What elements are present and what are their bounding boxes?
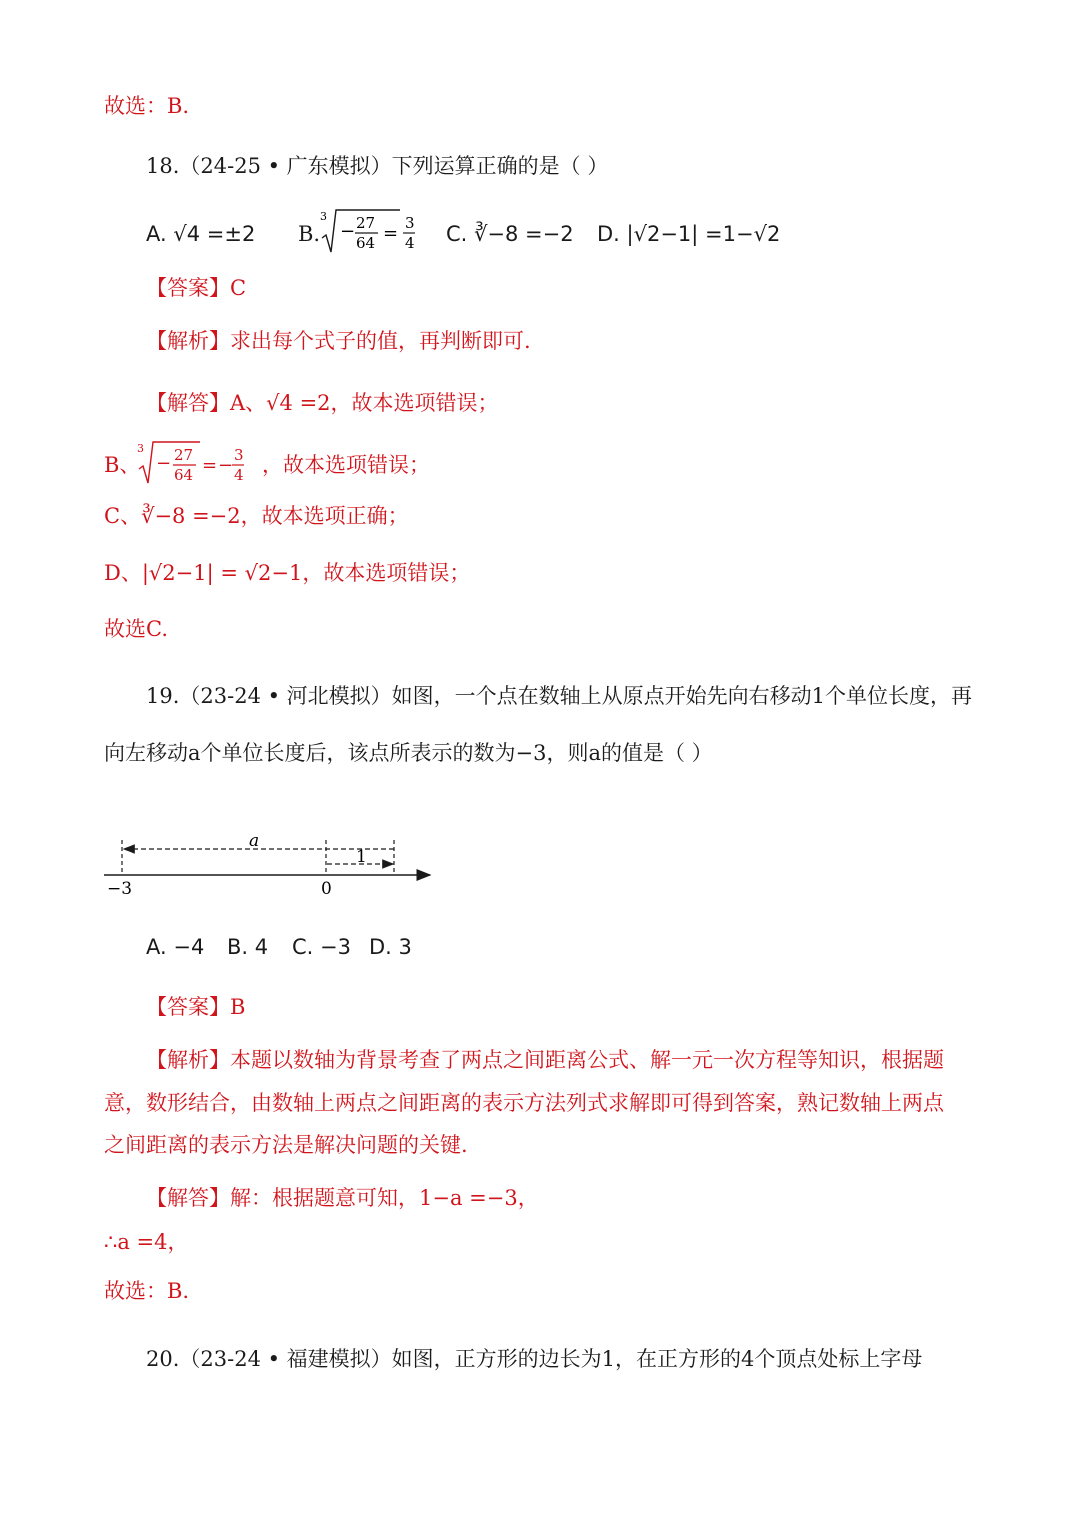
svg-text:3: 3 [137, 442, 144, 455]
q19-stem-line2: 向左移动a个单位长度后，该点所表示的数为−3，则a的值是（ ） [104, 741, 713, 765]
q18-analysis: 【解析】求出每个式子的值，再判断即可. [146, 329, 531, 353]
svg-text:−: − [340, 221, 356, 242]
q18-solution-d: D、|√2−1| = √2−1，故本选项错误； [104, 561, 471, 585]
q18-option-b-math [316, 204, 420, 258]
svg-text:3: 3 [405, 214, 415, 232]
q18-stem: 18.（24-25 • 广东模拟）下列运算正确的是（ ） [146, 154, 609, 178]
q19-option-c: C. −3 [292, 935, 351, 959]
q18-solution-b-math [134, 436, 264, 488]
svg-text:3: 3 [234, 446, 244, 464]
q18-solution-b-tail: ，故本选项错误； [262, 453, 430, 477]
q19-option-b: B. 4 [227, 935, 269, 959]
svg-text:=: = [202, 455, 218, 476]
svg-text:−: − [218, 455, 234, 476]
q18-solution-b-label: B、 [104, 453, 141, 477]
q18-conclusion: 故选C. [104, 617, 168, 641]
svg-text:4: 4 [405, 234, 415, 252]
q19-stem-line1: 19.（23-24 • 河北模拟）如图，一个点在数轴上从原点开始先向右移动1个单位长度，再 [146, 684, 973, 708]
svg-text:27: 27 [174, 446, 194, 464]
q18-solution-c: C、∛−8 =−2，故本选项正确； [104, 504, 409, 528]
svg-text:64: 64 [174, 466, 194, 484]
svg-text:−: − [156, 453, 172, 474]
svg-text:4: 4 [234, 466, 244, 484]
q19-answer: 【答案】B [146, 995, 246, 1019]
tick-label-0: 0 [321, 879, 332, 899]
tick-label-neg3: −3 [107, 879, 133, 899]
svg-text:=: = [383, 223, 399, 244]
q19-analysis-line3: 之间距离的表示方法是解决问题的关键. [104, 1133, 468, 1157]
q19-solution-line1: 【解答】解：根据题意可知，1−a =−3， [146, 1186, 539, 1210]
label-a: a [249, 831, 260, 851]
q19-analysis-line1: 【解析】本题以数轴为背景考查了两点之间距离公式、解一元一次方程等知识，根据题 [146, 1048, 944, 1072]
q17-conclusion: 故选：B. [104, 94, 190, 118]
q19-number-line-figure [104, 826, 440, 900]
q19-option-d: D. 3 [369, 935, 412, 959]
q19-conclusion: 故选：B. [104, 1279, 190, 1303]
svg-text:3: 3 [320, 210, 327, 223]
svg-text:64: 64 [356, 234, 376, 252]
q18-option-b-label: B. [298, 222, 321, 246]
label-1: 1 [356, 847, 367, 867]
q20-stem-line1: 20.（23-24 • 福建模拟）如图，正方形的边长为1，在正方形的4个顶点处标上字母 [146, 1347, 923, 1371]
svg-text:27: 27 [356, 214, 376, 232]
q19-option-a: A. −4 [146, 935, 205, 959]
q18-option-a: A. √4 =±2 [146, 222, 256, 246]
q19-analysis-line2: 意，数形结合，由数轴上两点之间距离的表示方法列式求解即可得到答案，熟记数轴上两点 [104, 1091, 944, 1115]
q18-option-d: D. |√2−1| =1−√2 [597, 222, 781, 246]
q18-answer: 【答案】C [146, 276, 247, 300]
q19-solution-line2: ∴a =4， [104, 1230, 189, 1254]
q18-option-c: C. ∛−8 =−2 [446, 222, 574, 246]
q18-solution-a: 【解答】A、√4 =2，故本选项错误； [146, 391, 499, 415]
